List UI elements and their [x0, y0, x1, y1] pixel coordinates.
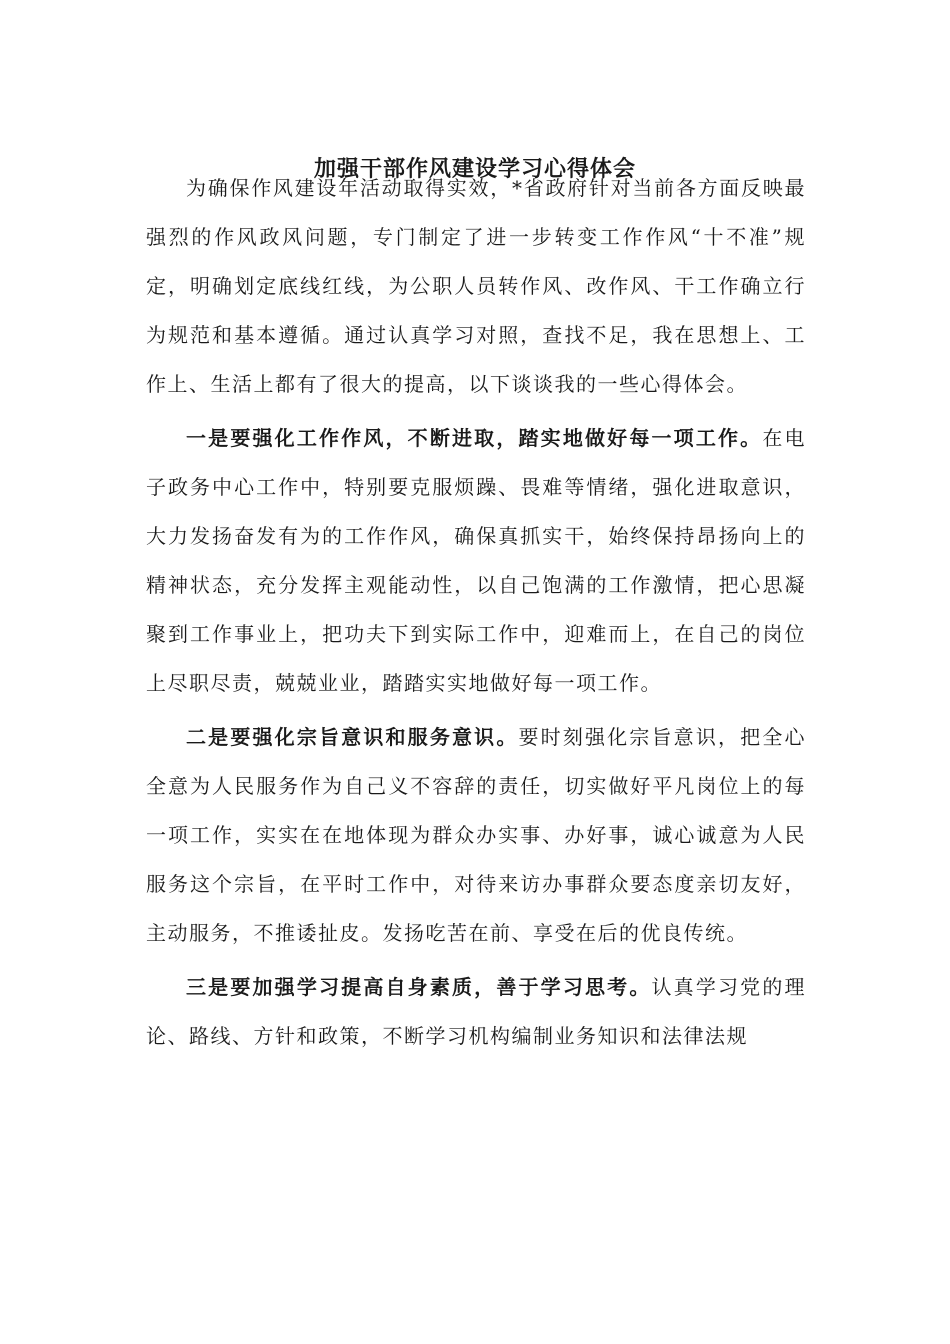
- paragraph-text: 要时刻强化宗旨意识，把全心全意为人民服务作为自己义不容辞的责任，切实做好平凡岗位上的每一项工作，实实在在地体现为群众办实事、办好事，诚心诚意为人民服务这个宗旨，在平时工作中，对待来访办事群众要态度亲切友好，主动服务，不推诿扯皮。发扬吃苦在前、享受在后的优良传统。: [146, 725, 806, 945]
- paragraph-point-two: [146, 713, 806, 958]
- paragraph-point-three: [146, 963, 806, 1061]
- paragraph-point-one: [146, 414, 806, 708]
- page-title: 加强干部作风建设学习心得体会: [313, 155, 636, 182]
- paragraph-text: 为确保作风建设年活动取得实效，*省政府针对当前各方面反映最强烈的作风政风问题，专门制定了进一步转变工作作风“十不准”规定，明确划定底线红线，为公职人员转作风、改作风、干工作确立行为规范和基本遵循。通过认真学习对照，查找不足，我在思想上、工作上、生活上都有了很大的提高，以下谈谈我的一些心得体会。: [146, 176, 806, 396]
- paragraph-lead: 一是要强化工作作风，不断进取，踏实地做好每一项工作。: [186, 426, 763, 450]
- paragraph-text: 认真学习党的理论、路线、方针和政策，不断学习机构编制业务知识和法律法规: [146, 975, 807, 1048]
- paragraph-text: 在电子政务中心工作中，特别要克服烦躁、畏难等情绪，强化进取意识，大力发扬奋发有为的工作作风，确保真抓实干，始终保持昂扬向上的精神状态，充分发挥主观能动性，以自己饱满的工作激情，把心思凝聚到工作事业上，把功夫下到实际工作中，迎难而上，在自己的岗位上尽职尽责，兢兢业业，踏踏实实地做好每一项工作。: [146, 426, 807, 695]
- paragraph-lead: 三是要加强学习提高自身素质，善于学习思考。: [186, 975, 652, 999]
- paragraph-intro: [146, 164, 806, 409]
- paragraph-lead: 二是要强化宗旨意识和服务意识。: [186, 725, 519, 749]
- document-body: [146, 164, 806, 1066]
